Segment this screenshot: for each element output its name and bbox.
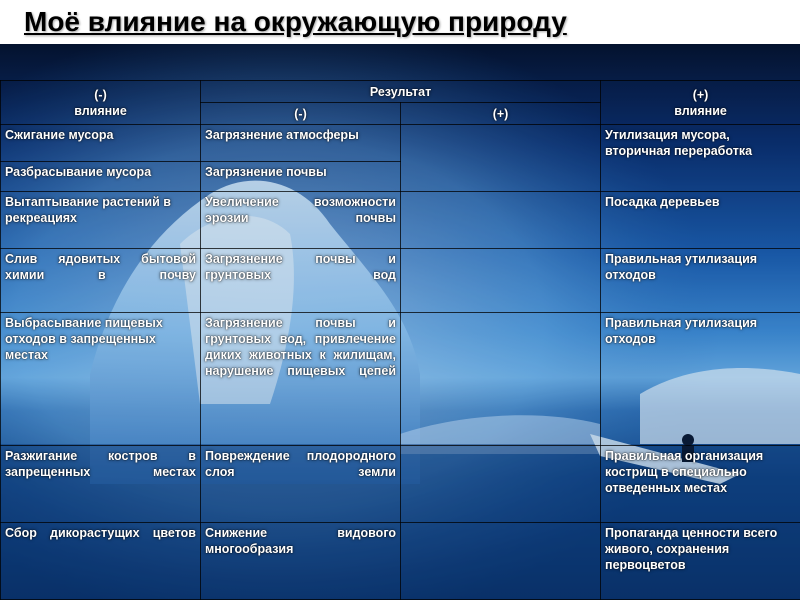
- positive-influence-cell: Правильная утилизация отходов: [601, 313, 800, 446]
- negative-result-cell: Загрязнение почвы: [201, 161, 401, 191]
- influence-table: [0, 80, 800, 600]
- table-row: [1, 192, 800, 249]
- action-cell: Сжигание мусора: [1, 125, 201, 161]
- action-cell: Разбрасывание мусора: [1, 161, 201, 191]
- positive-influence-cell: Пропаганда ценности всего живого, сохранения первоцветов: [601, 523, 800, 600]
- action-cell: Сбор дикорастущих цветов: [1, 523, 201, 600]
- positive-result-cell: [401, 313, 601, 446]
- action-cell: Выбрасывание пищевых отходов в запрещенных местах: [1, 313, 201, 446]
- negative-result-cell: Загрязнение почвы и грунтовых вод: [201, 248, 401, 313]
- negative-result-cell: Повреждение плодородного слоя земли: [201, 446, 401, 523]
- negative-result-cell: Увеличение возможности эрозии почвы: [201, 192, 401, 249]
- table-row: [1, 248, 800, 313]
- table-header-row: [1, 81, 800, 103]
- header-negative-influence: (-) влияние: [1, 81, 201, 125]
- header-result-positive: (+): [401, 103, 601, 125]
- positive-result-cell: [401, 125, 601, 192]
- positive-influence-cell: Правильная организация кострищ в специально отведенных местах: [601, 446, 800, 523]
- positive-influence-cell: Правильная утилизация отходов: [601, 248, 800, 313]
- action-cell: Разжигание костров в запрещенных местах: [1, 446, 201, 523]
- header-result: Результат: [201, 81, 601, 103]
- table-row: [1, 446, 800, 523]
- header-positive-influence: (+) влияние: [601, 81, 800, 125]
- negative-result-cell: Загрязнение атмосферы: [201, 125, 401, 161]
- table-row: [1, 313, 800, 446]
- negative-result-cell: Загрязнение почвы и грунтовых вод, привлечение диких животных к жилищам, нарушение пищевых цепей: [201, 313, 401, 446]
- action-cell: Вытаптывание растений в рекреациях: [1, 192, 201, 249]
- positive-influence-cell: Утилизация мусора, вторичная переработка: [601, 125, 800, 192]
- positive-result-cell: [401, 248, 601, 313]
- positive-result-cell: [401, 446, 601, 523]
- header-result-negative: (-): [201, 103, 401, 125]
- positive-result-cell: [401, 192, 601, 249]
- table-row: [1, 523, 800, 600]
- positive-result-cell: [401, 523, 601, 600]
- table-row: [1, 125, 800, 161]
- slide-title: Моё влияние на окружающую природу: [0, 0, 800, 44]
- negative-result-cell: Снижение видового многообразия: [201, 523, 401, 600]
- positive-influence-cell: Посадка деревьев: [601, 192, 800, 249]
- action-cell: Слив ядовитых бытовой химии в почву: [1, 248, 201, 313]
